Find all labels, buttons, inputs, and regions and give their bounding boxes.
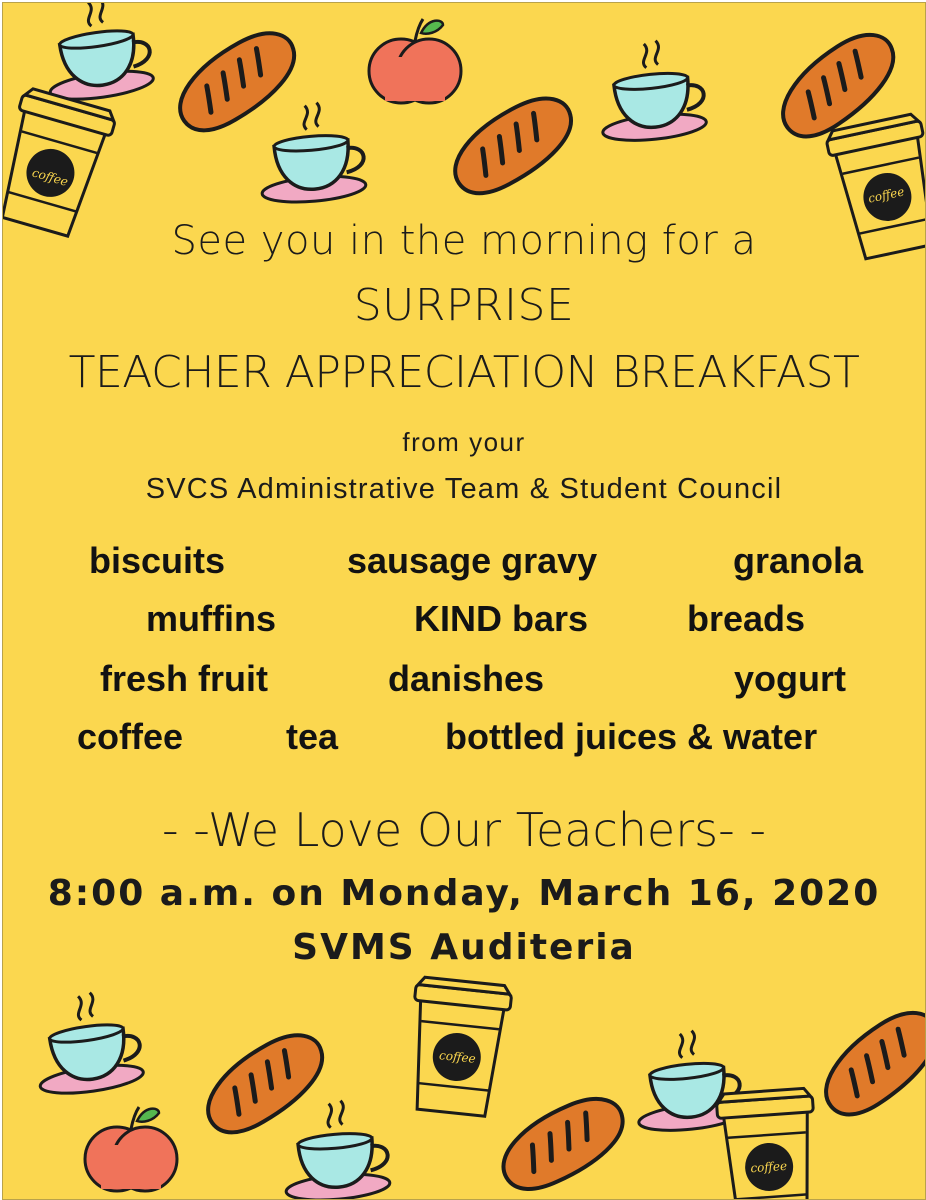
event-location: SVMS Auditeria [292,927,636,968]
event-time: 8:00 a.m. on Monday, March 16, 2020 [47,873,881,914]
cup-logo-text: coffee [30,165,70,189]
flyer [2,2,926,1200]
menu-item: yogurt [734,658,846,699]
menu-item: tea [286,716,339,757]
menu-item: bottled juices & water [445,716,818,757]
tagline: - -We Love Our Teachers- - [162,803,766,857]
event-headline: TEACHER APPRECIATION BREAKFAST [68,347,860,398]
menu-item: muffins [146,598,276,639]
cup-logo-text: coffee [866,184,906,206]
menu-item: sausage gravy [347,540,598,581]
menu-item: danishes [388,658,545,699]
intro-line: See you in the morning for a [171,218,757,264]
host-team: SVCS Administrative Team & Student Council [145,473,783,505]
surprise-heading: SURPRISE [353,280,575,331]
menu-item: KIND bars [414,598,589,639]
cup-logo-text: coffee [438,1048,477,1066]
menu-item: coffee [77,716,184,757]
menu-item: granola [733,540,864,581]
menu-item: fresh fruit [100,658,269,699]
menu-item: biscuits [89,540,226,581]
from-line: from your [402,427,526,457]
cup-logo-text: coffee [749,1158,788,1176]
menu-item: breads [687,598,806,639]
